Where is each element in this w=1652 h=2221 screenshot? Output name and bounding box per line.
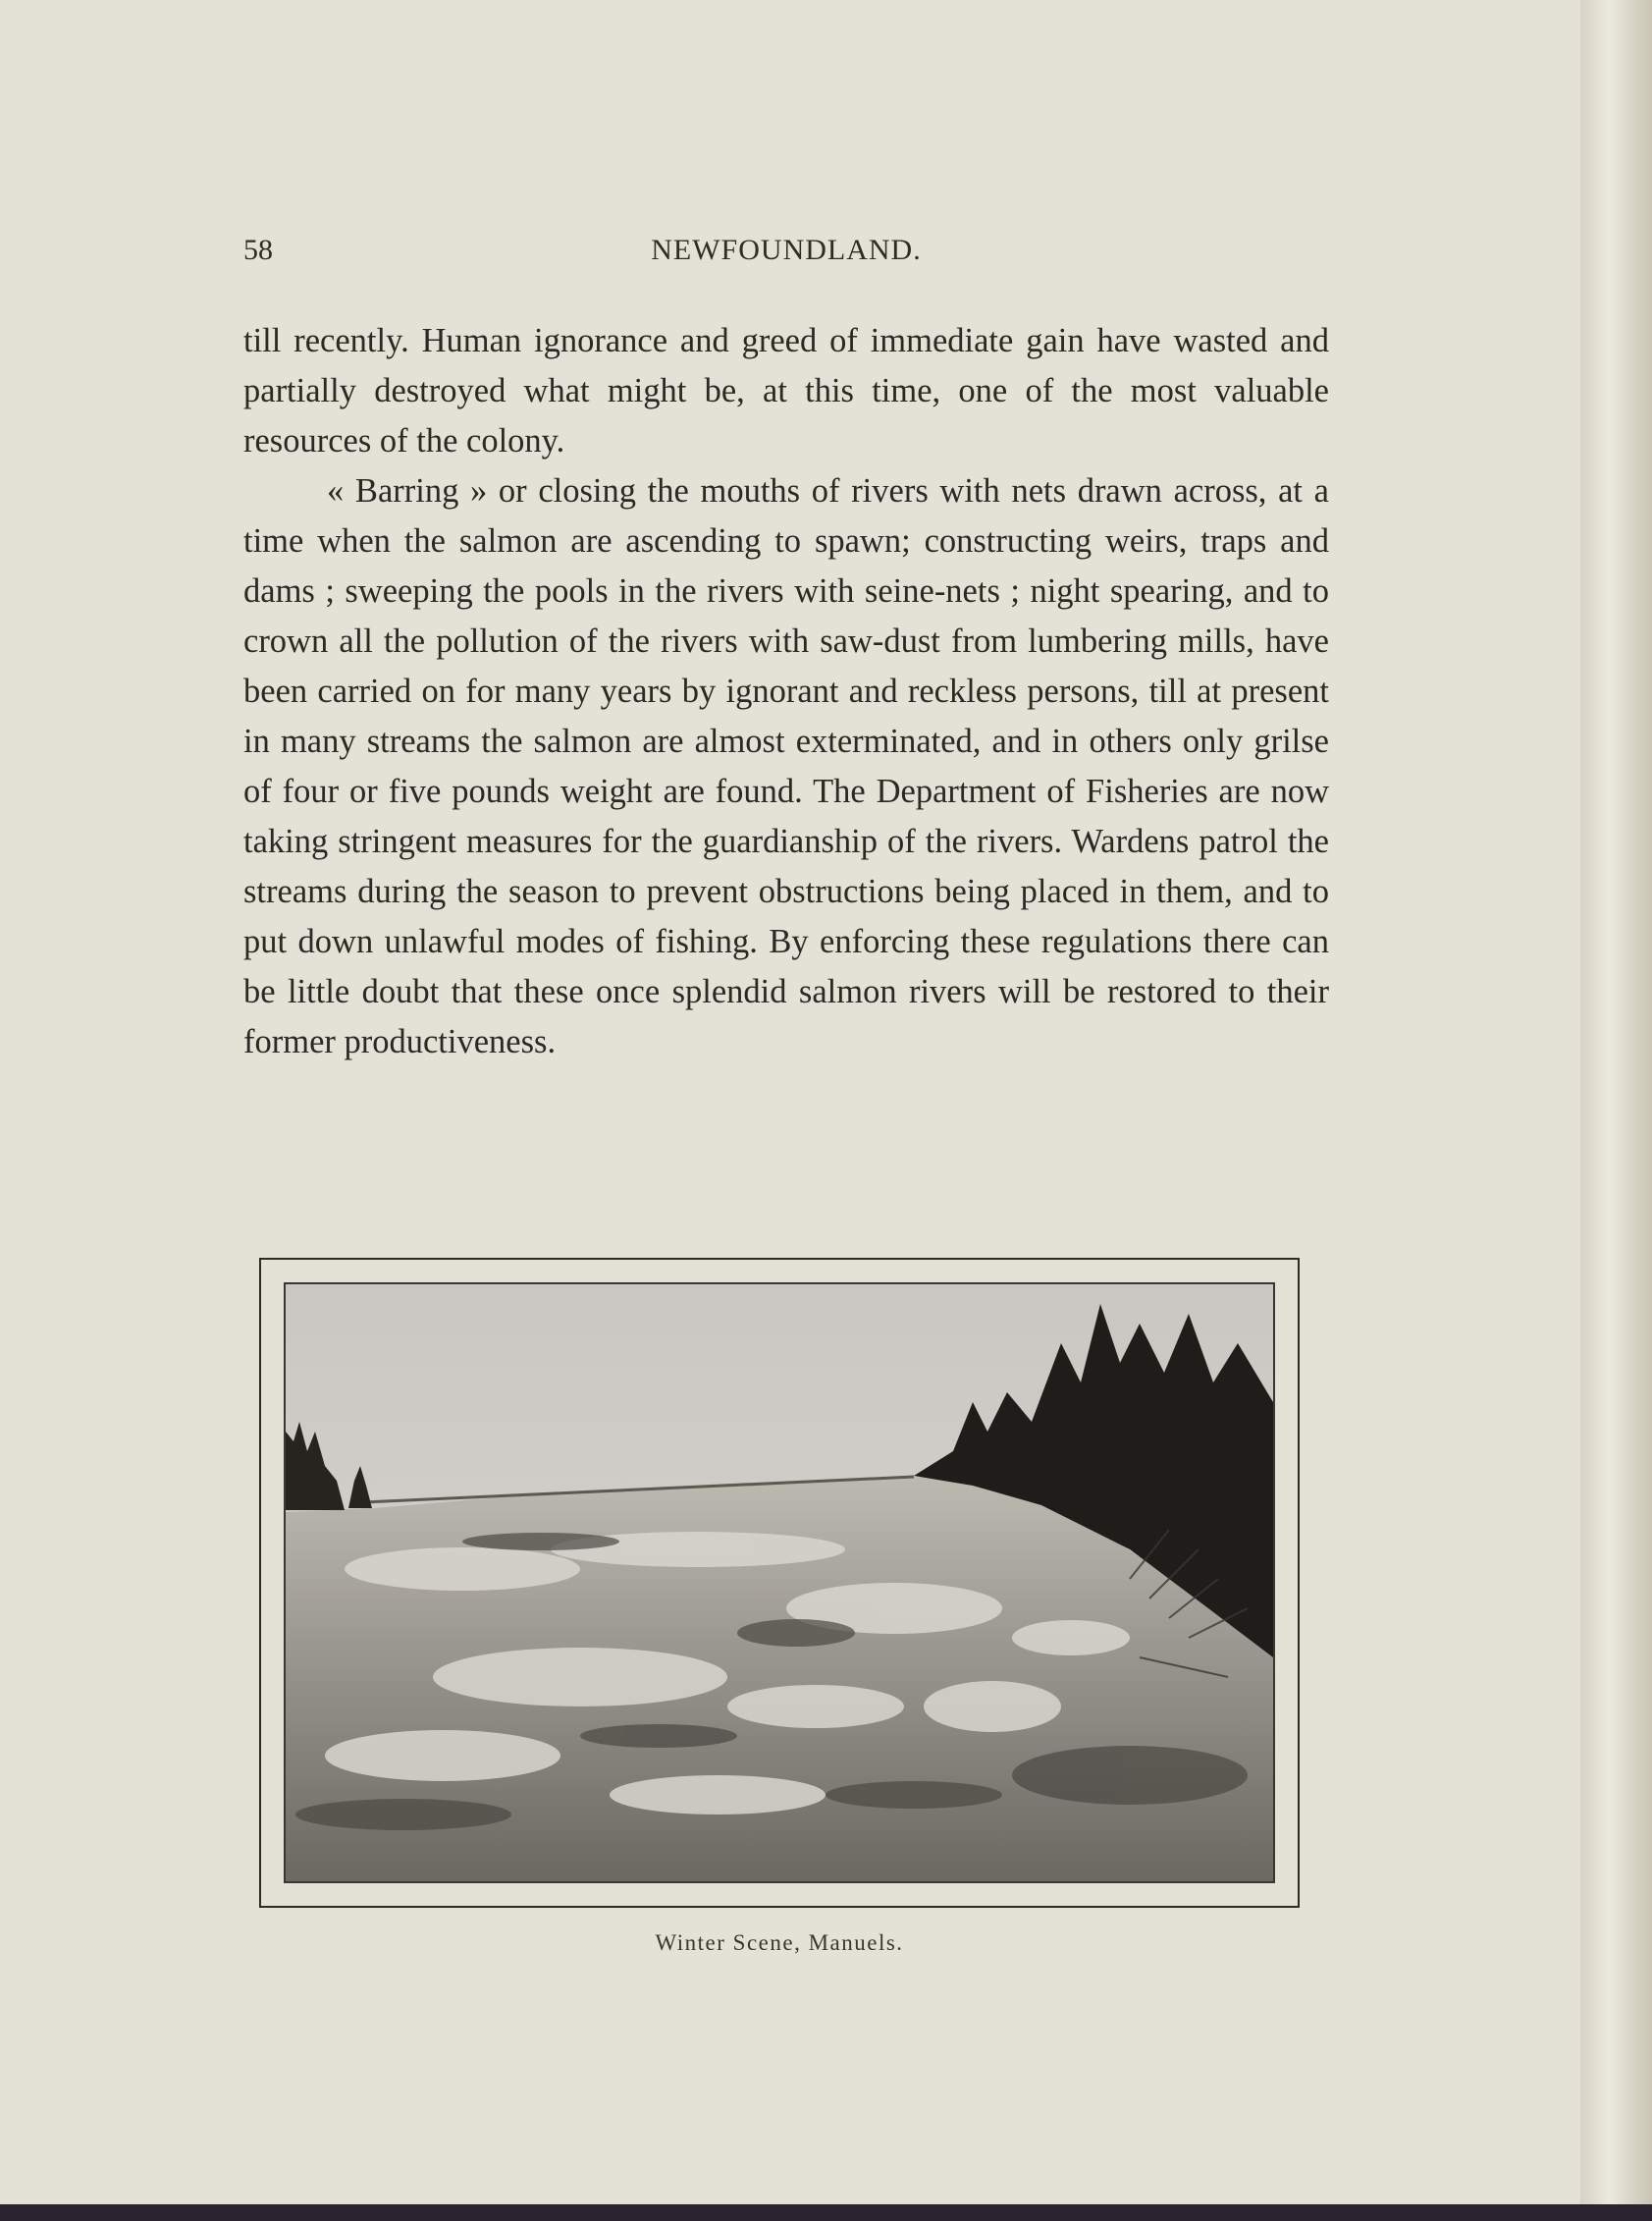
paragraph-barring: « Barring » or closing the mouths of rivers with nets drawn across, at a time when the salmon are ascending to spawn; constructing weirs, traps and dams ; sweeping the pools in the rivers with seine-nets ; night spearing, and to crown all the pollution of the rivers with saw-dust from lumbering mills, have been carried on for many years by ignorant and reckless persons, till at present in many streams the salmon are almost exterminated, and in others only grilse of four or five pounds weight are found. The Department of Fisheries are now taking stringent measures for the guardianship of the rivers. Wardens patrol the streams during the season to prevent obstructions being placed in them, and to put down unlawful modes of fishing. By enforcing these regulations there can be little doubt that these once splendid salmon rivers will be restored to their former productiveness. xyxy=(243,472,1329,1060)
paragraph-continued: till recently. Human ignorance and greed of immediate gain have wasted and partially destroyed what might be, at this time, one of the most valuable resources of the colony. xyxy=(243,322,1329,460)
page-edge xyxy=(1580,0,1652,2221)
winter-scene-photograph xyxy=(284,1282,1275,1883)
photo-plate-frame xyxy=(259,1258,1300,1908)
running-head xyxy=(243,234,1329,273)
body-text xyxy=(243,316,1329,1067)
page-number: 58 xyxy=(243,234,273,266)
background-strip xyxy=(0,2204,1652,2221)
running-title: NEWFOUNDLAND. xyxy=(651,234,922,266)
figure-caption: Winter Scene, Manuels. xyxy=(655,1930,904,1955)
photograph-illustration xyxy=(286,1284,1273,1881)
